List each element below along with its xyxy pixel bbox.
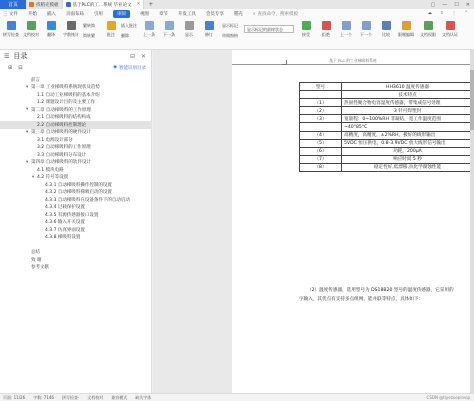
menu-file[interactable]: 三 文件 xyxy=(3,11,18,17)
header-line xyxy=(232,64,474,65)
table-cell-value: 宽量程：0~100%RH 非凝结，宽工作温度范围 xyxy=(342,115,474,123)
toc-item-label: 4.3.5 有源传感器接口设置 xyxy=(45,212,99,218)
menubar-right xyxy=(427,11,474,16)
next-change-button[interactable]: 下一个 xyxy=(358,21,374,38)
table-row xyxy=(300,107,474,115)
toc-item-label: 4.3.1 自动梯吸料操作控制的设置 xyxy=(45,182,112,188)
reject-button[interactable]: 拒绝 xyxy=(318,21,334,38)
toc-item-label: 第一章 工业梯吸料系统现状及趋势 xyxy=(31,85,100,91)
table-row xyxy=(300,115,474,123)
watermark-text: CSDN @tiyezuopinvip xyxy=(426,395,470,400)
markup-state-select[interactable]: 显示标记的最终状态 xyxy=(244,25,294,33)
layout-icon[interactable]: ▢ xyxy=(430,1,436,8)
table-cell-label xyxy=(300,123,342,131)
menu-review[interactable]: 审阅 xyxy=(113,10,130,18)
toc-item[interactable] xyxy=(0,234,152,242)
table-cell-value: 响应时间 5 秒 xyxy=(342,155,474,163)
toc-item[interactable] xyxy=(0,189,152,197)
page-count[interactable]: 页面: 11/26 xyxy=(3,394,26,400)
show-icon xyxy=(185,21,194,30)
toc-item[interactable] xyxy=(0,76,152,84)
status-bar xyxy=(0,393,474,401)
toc-item-label: 4.2 符号等设置 xyxy=(37,175,69,181)
toc-item-label: 4.3.3 自动梯吸料在设备条件下的自动启动 xyxy=(45,197,130,203)
smart-toc-button[interactable]: ◉ 智能识别目录 xyxy=(113,65,146,71)
word-count-icon xyxy=(67,21,76,30)
next-comment-button[interactable]: 下一条 xyxy=(161,21,177,38)
menu-member[interactable]: 会员专享 xyxy=(205,11,224,17)
paragraph-line: 字输入，其优点有支持多点组网，能并联等特点，具体如下： xyxy=(299,297,424,302)
doc-auth-button[interactable]: 文档认证 xyxy=(442,21,458,38)
toc-item-label: 4.3.7 仿真界面设置 xyxy=(45,227,85,233)
certificate-icon xyxy=(446,21,455,30)
tab-label: 基于PLC的工...系统 毕业论文 xyxy=(72,2,132,8)
search-icon: ⌕ xyxy=(252,11,256,17)
next-icon xyxy=(165,21,174,30)
toc-icon: ☰ xyxy=(4,52,10,60)
sidebar-title: 目录 xyxy=(13,52,28,60)
word-doc-icon xyxy=(66,2,71,7)
translate-icon xyxy=(47,21,56,30)
toc-item-label: 第四章 自动梯吸料的软件设计 xyxy=(31,160,91,166)
table-cell-value: 5VDC 恒压供电，0.8-3.9VDC 放大线形信号输出 xyxy=(342,139,474,147)
plus-icon: + xyxy=(148,1,154,8)
chevron-down-icon[interactable]: ▾ xyxy=(26,159,29,165)
more-icon[interactable]: ⋮ xyxy=(451,11,457,16)
menu-bar xyxy=(0,9,474,18)
chevron-down-icon[interactable]: ▾ xyxy=(26,129,29,135)
table-cell-label xyxy=(300,91,342,99)
review-pane-button[interactable]: 审阅窗格 xyxy=(222,33,238,38)
paragraph-line: （2）温度传感器，选用型号为 DS18B20 型号的温度传感器，它采用的 xyxy=(307,288,454,293)
toc-item[interactable] xyxy=(0,241,152,249)
word-count[interactable]: 字数: 7146 xyxy=(33,394,54,400)
spell-check-status[interactable]: 拼写检查· xyxy=(61,394,80,400)
menu-view[interactable]: 视图 xyxy=(139,11,149,17)
corner-mark xyxy=(282,60,287,65)
toc-item[interactable] xyxy=(0,144,152,152)
toc-item-label: 总结 xyxy=(31,250,40,256)
toc-item[interactable] xyxy=(0,226,152,234)
toc-item-label: 2.2 自动梯吸料控制理论 xyxy=(37,122,87,128)
sidebar-tools xyxy=(0,62,152,73)
toc-item-label: 4.3.8 梯吸料设置 xyxy=(45,235,81,241)
toc-sidebar xyxy=(0,50,152,393)
table-cell-label: （1） xyxy=(300,99,342,107)
toc-item[interactable] xyxy=(0,256,152,264)
compare-button[interactable]: 比较 xyxy=(378,21,394,38)
table-cell-value: 技术特点 xyxy=(342,91,474,99)
trad-to-simp-button[interactable]: 繁转简 xyxy=(83,23,95,28)
chevron-down-icon[interactable]: ▾ xyxy=(26,107,29,113)
table-cell-label: （7） xyxy=(300,155,342,163)
toc-item[interactable] xyxy=(0,99,152,107)
proof-status[interactable]: 文档校对 xyxy=(87,394,104,400)
window-controls xyxy=(431,0,474,9)
show-markup-dropdown[interactable]: 显示标记 xyxy=(222,23,238,28)
toc-item-label: 3.3 自动梯吸料分布设计 xyxy=(37,152,87,158)
menu-section[interactable]: 章节 xyxy=(158,11,168,17)
reject-icon xyxy=(322,21,331,30)
toc-item-label: 4.1 模块电路 xyxy=(37,167,64,173)
translate-button[interactable]: 翻译 xyxy=(43,21,59,38)
table-row xyxy=(300,123,474,131)
chevron-down-icon[interactable]: ▾ xyxy=(26,84,29,90)
docer-icon xyxy=(29,2,34,7)
toc-item-label: 前言 xyxy=(31,77,40,83)
tab-label: 找稻壳模板 xyxy=(36,2,59,8)
missing-font[interactable]: 缺失字体 xyxy=(135,394,152,400)
toc-item-label: 致 谢 xyxy=(31,257,42,263)
table-cell-label: （6） xyxy=(300,147,342,155)
toc-item[interactable] xyxy=(0,151,152,159)
close-window-icon[interactable]: ✕ xyxy=(465,1,470,8)
accept-button[interactable]: 接受 xyxy=(298,21,314,38)
scrollbar-thumb[interactable] xyxy=(470,70,474,130)
toc-item-label: 3.1 电源设计部分 xyxy=(37,137,73,143)
table-cell-label: （4） xyxy=(300,131,342,139)
table-cell-value: 高精度，高精度，±2%RH，极好的线形输出 xyxy=(342,131,474,139)
spell-check-icon xyxy=(7,21,16,30)
compare-icon xyxy=(382,21,391,30)
cloud-icon[interactable]: ☁ xyxy=(427,11,432,16)
table-row xyxy=(300,155,474,163)
prev-change-icon xyxy=(342,21,351,30)
page-header: 基于 PLC 的工业梯吸料系统 xyxy=(329,58,377,63)
sensor-spec-table xyxy=(299,82,474,172)
toc-list xyxy=(0,76,152,271)
table-cell-value: 稳定性好,低漂移,抗化学腐蚀性能 xyxy=(342,163,474,171)
toc-item[interactable] xyxy=(0,84,152,92)
table-row xyxy=(300,99,474,107)
simp-to-trad-button[interactable]: 简转繁 xyxy=(83,33,95,38)
home-tab[interactable] xyxy=(0,0,26,9)
toc-item[interactable] xyxy=(0,181,152,189)
toc-item[interactable] xyxy=(0,106,152,114)
close-icon[interactable]: ✕ xyxy=(136,2,141,7)
doc-proof-button[interactable]: 文档校对 xyxy=(23,21,39,38)
table-cell-label: （3） xyxy=(300,115,342,123)
new-tab-button[interactable] xyxy=(144,0,157,9)
menu-references[interactable]: 引用 xyxy=(93,11,103,17)
document-page xyxy=(232,50,474,393)
tab-template[interactable] xyxy=(26,0,63,9)
table-cell-value: 功耗，200μA xyxy=(342,147,474,155)
toc-item[interactable] xyxy=(0,159,152,167)
search-placeholder: 查找命令、搜索模板 xyxy=(257,11,298,17)
word-count-button[interactable]: 字数统计 xyxy=(63,21,79,38)
command-search[interactable] xyxy=(253,11,298,17)
table-row xyxy=(300,91,474,99)
maximize-icon[interactable]: ☐ xyxy=(454,1,459,8)
table-row xyxy=(300,147,474,155)
expand-all-icon[interactable]: ⊞ xyxy=(8,64,13,71)
menu-developer[interactable]: 开发工具 xyxy=(177,11,196,17)
collapse-all-icon[interactable]: ⊟ xyxy=(18,64,23,71)
document-area xyxy=(153,50,474,393)
table-cell-value: ~40°85°C xyxy=(342,123,474,131)
toc-item-label: 第三章 自动梯吸料的硬件设计 xyxy=(31,130,91,136)
sidebar-controls xyxy=(130,53,152,60)
tab-document[interactable] xyxy=(63,0,145,9)
toc-item[interactable] xyxy=(0,174,152,182)
table-cell-label: （5） xyxy=(300,139,342,147)
toc-item[interactable] xyxy=(0,264,152,272)
comment-icon xyxy=(107,21,116,30)
comment-button[interactable]: 批注 xyxy=(103,21,119,38)
toc-item-label: 1.1 自动工业梯吸料的基本介绍 xyxy=(37,92,100,98)
toc-item-label: 参考文献 xyxy=(31,265,49,271)
proof-icon xyxy=(27,21,36,30)
sidebar-header xyxy=(0,50,152,62)
menu-page-layout[interactable]: 页面布局 xyxy=(65,11,84,17)
track-changes-button[interactable]: 修订 xyxy=(201,21,217,38)
menu-docer[interactable]: 稻壳 xyxy=(233,11,243,17)
insert-comment-button[interactable]: 插入批注 xyxy=(121,23,137,28)
collapse-icon[interactable]: ⌃ xyxy=(464,11,468,16)
toc-item[interactable] xyxy=(0,166,152,174)
toc-item[interactable] xyxy=(0,129,152,137)
track-changes-icon xyxy=(205,21,214,30)
share-icon[interactable]: ⇪ xyxy=(439,11,444,16)
previous-change-button[interactable]: 上一个 xyxy=(338,21,354,38)
toc-item-label: 3.2 自动梯吸料的工作原理 xyxy=(37,145,91,151)
table-cell-value: 3 针可焊塑封 xyxy=(342,107,474,115)
toc-item[interactable] xyxy=(0,204,152,212)
toc-item-label: 4.3.4 过载保护设置 xyxy=(45,205,85,211)
compat-mode: 兼容模式 xyxy=(111,394,128,400)
table-cell-label: （8） xyxy=(300,163,342,171)
toc-item[interactable] xyxy=(0,114,152,122)
toc-item[interactable] xyxy=(0,196,152,204)
table-row xyxy=(300,131,474,139)
table-cell-value: HH3610 温度传感器 xyxy=(342,83,474,91)
delete-comment-button[interactable]: 删除 xyxy=(121,33,129,38)
toc-item[interactable] xyxy=(0,211,152,219)
smart-icon: ◉ xyxy=(113,65,117,70)
table-cell-value: 热固性聚合物电容湿度传感器，带集成信号处理 xyxy=(342,99,474,107)
prev-icon xyxy=(145,21,154,30)
toc-item[interactable] xyxy=(0,249,152,257)
vertical-scrollbar[interactable] xyxy=(470,50,474,393)
accept-icon xyxy=(302,21,311,30)
restrict-editing-button[interactable]: 限制编辑 xyxy=(398,21,414,38)
spell-check-button[interactable]: 拼写检查 xyxy=(3,21,19,38)
table-cell-label: （2） xyxy=(300,107,342,115)
toc-item[interactable] xyxy=(0,136,152,144)
close-sidebar-icon[interactable]: ✕ xyxy=(140,52,146,60)
doc-permission-button[interactable]: 文档权限 xyxy=(420,21,436,38)
prev-comment-button[interactable]: 上一条 xyxy=(141,21,157,38)
toc-item-label: 2.1 自动梯吸料的结构构成 xyxy=(37,115,91,121)
home-label: 首页 xyxy=(7,2,18,8)
menu-insert[interactable]: 插入 xyxy=(46,11,56,17)
toc-item-label: 4.3.2 自动梯吸料梯吸启动的设置 xyxy=(45,190,112,196)
show-button[interactable]: 显示 xyxy=(181,21,197,38)
permission-icon xyxy=(424,21,433,30)
toc-item-label: 4.3.6 输入开关设置 xyxy=(45,220,85,226)
chevron-down-icon[interactable]: ▾ xyxy=(32,174,35,180)
next-change-icon xyxy=(362,21,371,30)
review-toolbar xyxy=(0,18,474,50)
toc-item[interactable] xyxy=(0,91,152,99)
toc-item[interactable] xyxy=(0,121,152,129)
table-row xyxy=(300,163,474,171)
minimize-icon[interactable]: — xyxy=(442,1,448,8)
title-bar xyxy=(0,0,474,9)
menu-home[interactable]: 开始 xyxy=(27,11,37,17)
table-row xyxy=(300,83,474,91)
table-cell-label: 型号 xyxy=(300,83,342,91)
toc-item-label: 1.2 课题设计目的及主要工作 xyxy=(37,100,96,106)
lock-icon xyxy=(402,21,411,30)
table-row xyxy=(300,139,474,147)
toc-item[interactable] xyxy=(0,219,152,227)
pin-icon[interactable]: ⊟ xyxy=(129,52,135,60)
toc-item-label: 第二章 自动梯吸料的工作原理 xyxy=(31,107,91,113)
